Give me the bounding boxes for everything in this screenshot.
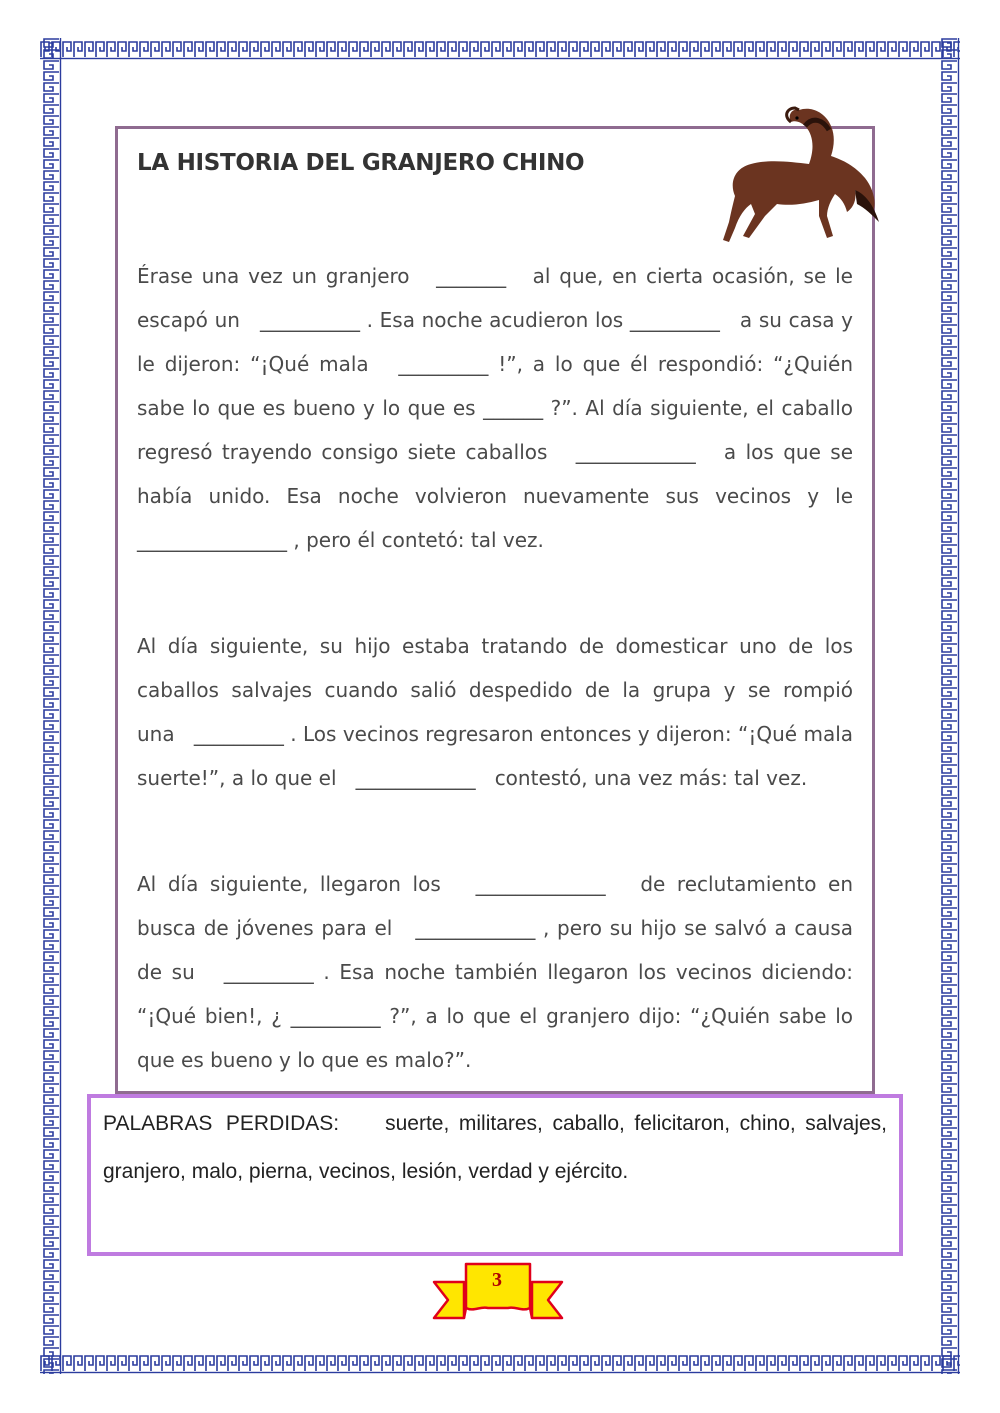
- text-segment: de reclutamiento en busca de jóvenes para el: [137, 872, 854, 940]
- missing-words-list: suerte, militares, caballo, felicitaron, chino, salvajes, granjero, malo, pierna, vecinos, lesión, verdad y ejército.: [103, 1112, 887, 1183]
- blank-line: _________: [629, 308, 720, 332]
- blank-line: ____________: [575, 440, 696, 464]
- missing-words: [103, 1100, 887, 1196]
- text-segment: , pero él contetó: tal vez.: [293, 528, 544, 552]
- blank-line: _________: [193, 722, 284, 746]
- decorative-border-top: [40, 38, 960, 60]
- text-segment: a su casa y le dijeron: “¡Qué mala: [137, 308, 854, 376]
- text-segment: . Los vecinos regresaron entonces y dijeron: “¡Qué mala suerte!”, a lo que el: [137, 722, 854, 790]
- blank-line: _________: [290, 1004, 381, 1028]
- story-paragraph-2: [137, 624, 853, 800]
- text-segment: a los que se había unido. Esa noche volvieron nuevamente sus vecinos y le: [137, 440, 854, 508]
- blank-line: __________: [259, 308, 360, 332]
- text-segment: ?”, a lo que el granjero dijo: “¿Quién sabe lo que es bueno y lo que es malo?”.: [137, 1004, 854, 1072]
- blank-line: _____________: [475, 872, 606, 896]
- decorative-border-right: [938, 38, 960, 1374]
- page-title: LA HISTORIA DEL GRANJERO CHINO: [137, 150, 585, 176]
- blank-line: ____________: [415, 916, 536, 940]
- horse-icon: [695, 104, 880, 249]
- blank-line: _________: [223, 960, 314, 984]
- text-segment: al que, en cierta ocasión, se le escapó un: [137, 264, 853, 332]
- blank-line: ______: [483, 396, 544, 420]
- blank-line: _________: [398, 352, 489, 376]
- story-paragraph-1: [137, 254, 853, 562]
- text-segment: , pero su hijo se salvó a causa de su: [137, 916, 854, 984]
- blank-line: _______________: [137, 528, 287, 552]
- decorative-border-left: [40, 38, 62, 1374]
- text-segment: Érase una vez un granjero: [137, 264, 410, 288]
- missing-words-label: PALABRAS PERDIDAS:: [103, 1112, 340, 1135]
- text-segment: Al día siguiente, llegaron los: [137, 872, 441, 896]
- text-segment: . Esa noche acudieron los: [366, 308, 624, 332]
- text-segment: !”, a lo que él respondió: “¿Quién sabe lo que es bueno y lo que es: [137, 352, 854, 420]
- blank-line: ____________: [355, 766, 476, 790]
- text-segment: Al día siguiente, su hijo estaba tratando de domesticar uno de los caballos salvajes cuando salió despedido de la grupa y se rompió una: [137, 634, 853, 746]
- text-segment: contestó, una vez más: tal vez.: [494, 766, 808, 790]
- blank-line: _______: [436, 264, 507, 288]
- text-segment: ?”. Al día siguiente, el caballo regresó trayendo consigo siete caballos: [137, 396, 853, 464]
- text-segment: . Esa noche también llegaron los vecinos diciendo: “¡Qué bien!, ¿: [137, 960, 854, 1028]
- story-paragraph-3: [137, 862, 853, 1082]
- decorative-border-bottom: [40, 1352, 960, 1374]
- page-number: 3: [492, 1269, 502, 1291]
